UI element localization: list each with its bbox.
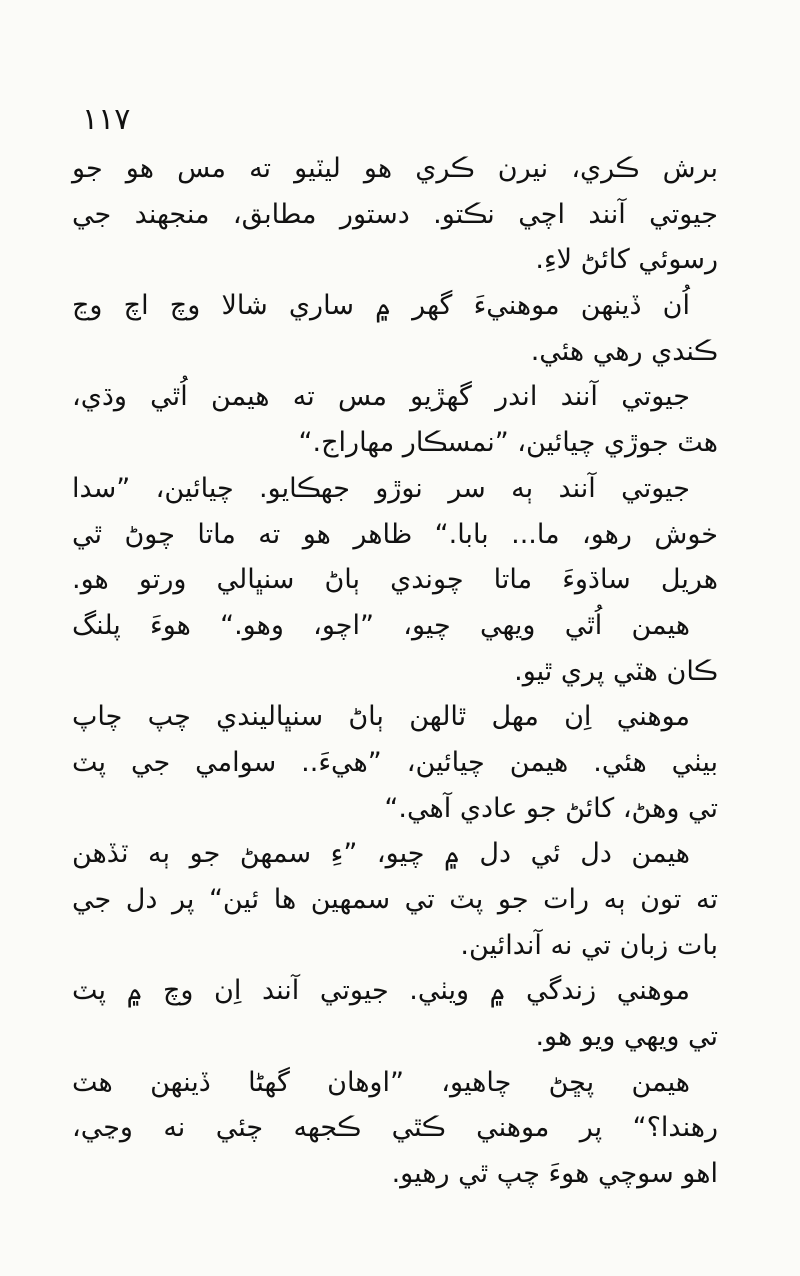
text-line: جيوتي آنند اچي نڪتو. دستور مطابق، منجهند جي xyxy=(72,198,718,230)
text-line: جيوتي آنند ٻه سر نوڙو جهڪايو. چيائين، ”سدا xyxy=(72,472,690,504)
text-line: هريل ساڌوءَ ماتا چوندي ٻاڻ سنڀالي ورتو هو. xyxy=(72,564,718,596)
text-line: برش ڪري، نيرن ڪري هو ليٽيو ته مس هو جو xyxy=(72,153,718,184)
text-line: ته تون ٻه رات جو پٽ تي سمهين ها ئين“ پر دل جي xyxy=(72,884,718,915)
text-line: اهو سوچي هوءَ چپ ٿي رهيو. xyxy=(391,1158,718,1190)
text-line: رسوئي کائڻ لاءِ. xyxy=(535,244,718,276)
text-line: موهني اِن مهل ٿالهن ٻاڻ سنڀاليندي چپ چاپ xyxy=(72,701,690,733)
text-line: هيمن اُٿي ويهي چيو، ”اچو، وهو.“ هوءَ پلنگ xyxy=(72,609,690,641)
body-text xyxy=(72,146,718,1197)
text-line: هٿ جوڙي چيائين، ”نمسڪار مهاراج.“ xyxy=(298,427,718,459)
text-line: خوش رهو، ما... بابا.“ ظاهر هو ته ماتا چوڻ ٿي xyxy=(72,518,718,550)
page-number: ۱۱۷ xyxy=(82,102,131,137)
text-line: ڪان هٽي پري ٿيو. xyxy=(514,655,718,687)
text-line: تي ويهي ويو هو. xyxy=(535,1021,718,1053)
text-line: جيوتي آنند اندر گهڙيو مس ته هيمن اُٿي وڌي، xyxy=(72,381,690,413)
text-line: ڪندي رهي هئي. xyxy=(530,335,718,367)
text-line: رهندا؟“ پر موهني ڪٿي ڪجهه چئي نه وڃي، xyxy=(72,1112,718,1144)
text-line: هيمن پڇڻ چاهيو، ”اوهان گهڻا ڏينهن هٽ xyxy=(72,1066,690,1098)
text-line: بات زبان تي نه آندائين. xyxy=(460,929,718,961)
text-line: تي وهڻ، کائڻ جو عادي آهي.“ xyxy=(384,792,718,824)
text-line: موهني زندگي ۾ ويٺي. جيوتي آنند اِن وچ ۾ پٽ xyxy=(72,975,690,1007)
text-line: اُن ڏينهن موهنيءَ گهر ۾ ساري شالا وچ اچ وڃ xyxy=(72,290,690,322)
text-line: بيٺي هئي. هيمن چيائين، ”هيءَ.. سوامي جي پٽ xyxy=(72,746,718,778)
text-line: هيمن دل ئي دل ۾ چيو، ”ءِ سمهڻ جو ٻه ٽڏهن xyxy=(72,838,690,870)
